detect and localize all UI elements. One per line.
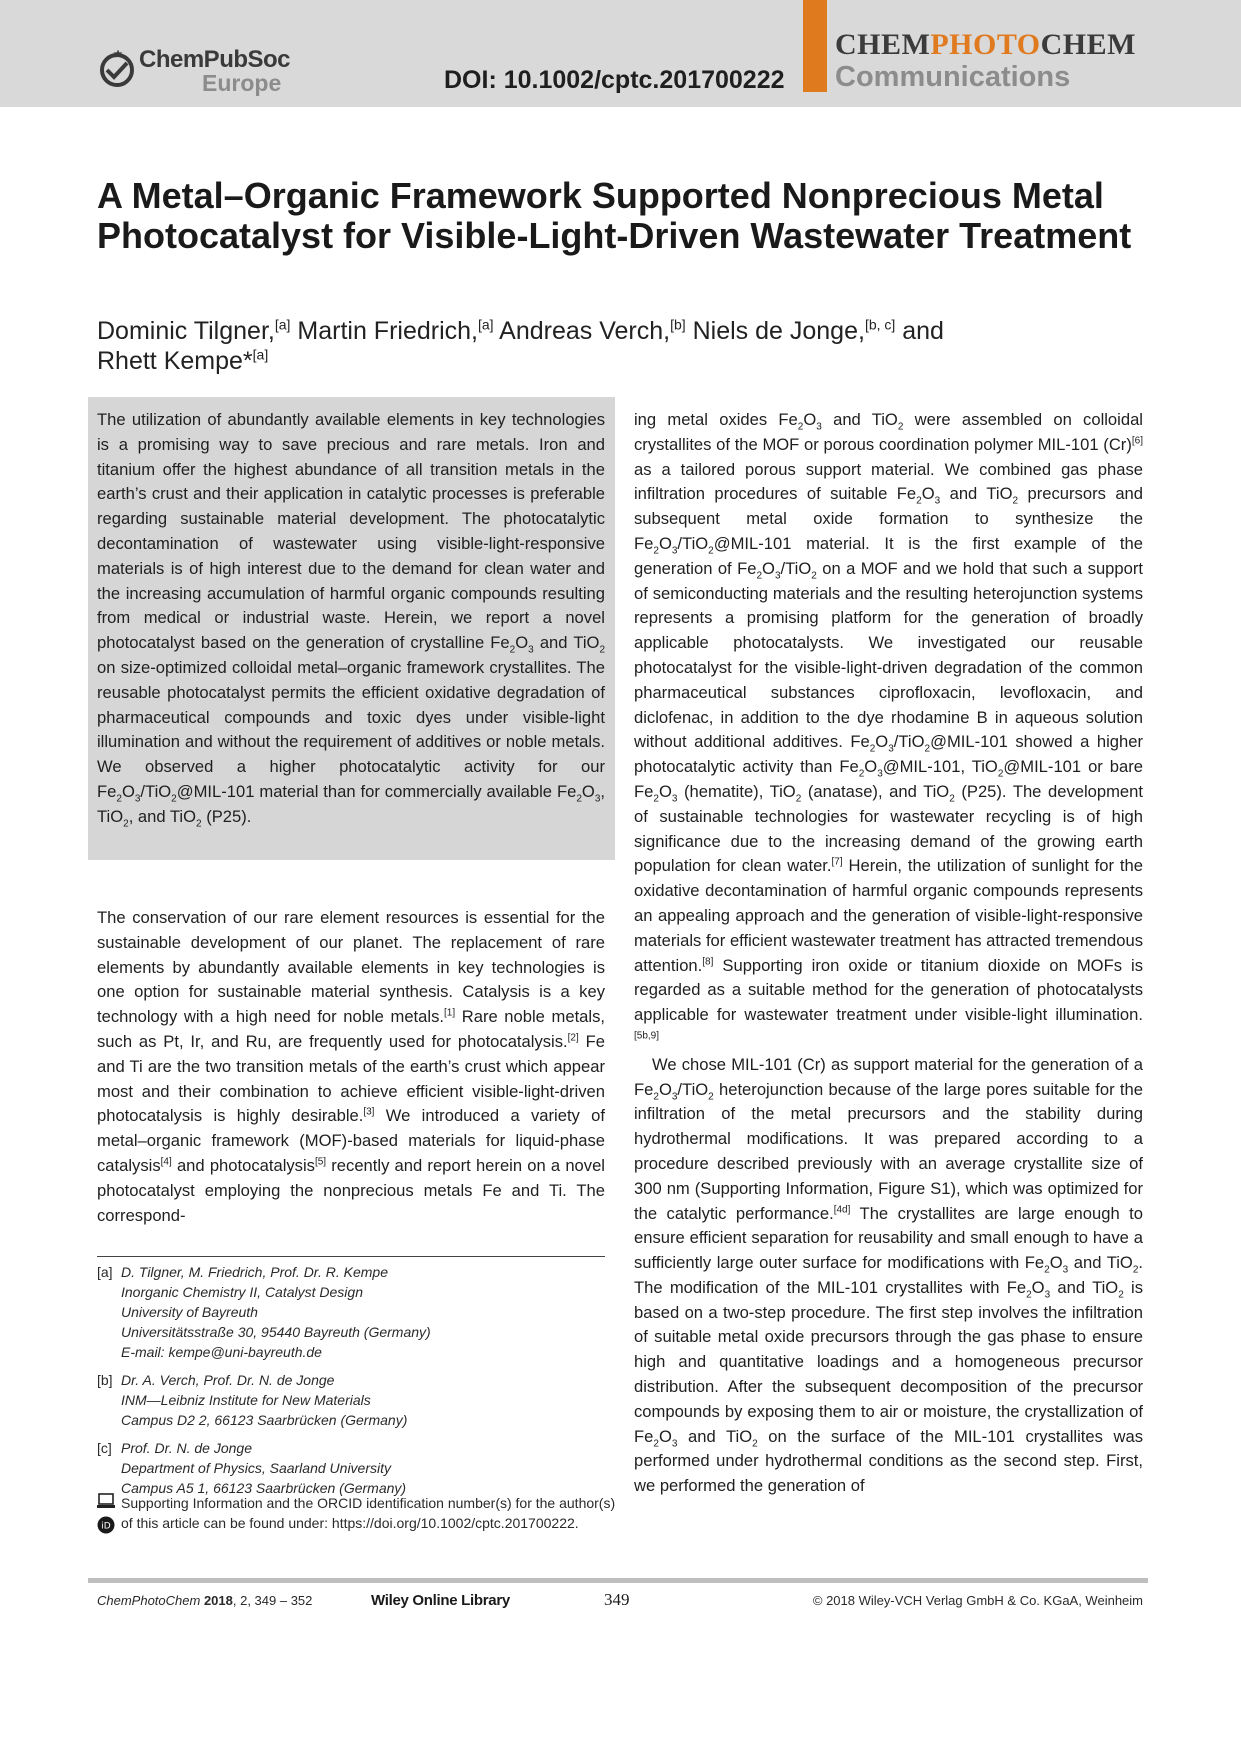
affiliation-b: [97, 1370, 617, 1430]
author[interactable]: Rhett Kempe*[a]: [97, 346, 269, 375]
accent-bar: [803, 0, 827, 92]
affiliation-line: D. Tilgner, M. Friedrich, Prof. Dr. R. Kempe: [121, 1264, 388, 1280]
author[interactable]: Dominic Tilgner,[a]: [97, 316, 291, 345]
citation-line: [97, 1593, 312, 1608]
author[interactable]: Niels de Jonge,[b, c]: [692, 316, 896, 345]
journal-name-part: CHEM: [835, 28, 931, 61]
citation[interactable]: [4d]: [833, 1203, 851, 1215]
citation[interactable]: [5b,9]: [634, 1030, 660, 1042]
footer-rule: [88, 1578, 1148, 1583]
citation[interactable]: [2]: [567, 1032, 579, 1044]
affiliations: [97, 1262, 617, 1506]
logo-region: Europe: [202, 70, 282, 96]
author[interactable]: Martin Friedrich,[a]: [297, 316, 494, 345]
journal-name-part: CHEM: [1040, 28, 1136, 61]
supporting-info-text[interactable]: Supporting Information and the ORCID identification number(s) for the author(s) of this article can be found under: https://doi.org/10.1002/cptc.201700222.: [121, 1495, 616, 1531]
affiliation-line: Department of Physics, Saarland University: [121, 1460, 391, 1476]
footnote-rule: [97, 1256, 605, 1257]
affiliation-line: Inorganic Chemistry II, Catalyst Design: [121, 1284, 363, 1300]
body-paragraph: The conservation of our rare element resources is essential for the sustainable development of our planet. The replacement of rare elements by abundantly available elements in key technologies is one option for sustainable material synthesis. Catalysis is a key technology with a high need for noble metals.[1] Rare noble metals, such as Pt, Ir, and Ru, are frequently used for photocatalysis.[2] Fe and Ti are the two transition metals of the earth’s crust which appear most and their combination to achieve efficient visible-light-driven photocatalysis is highly desirable.[3] We introduced a variety of metal–organic framework (MOF)-based materials for liquid-phase catalysis[4] and photocatalysis[5] recently and report herein on a novel photocatalyst employing the nonprecious metals Fe and Ti. The correspond-: [97, 908, 605, 1225]
author-list: [97, 316, 1097, 376]
citation[interactable]: [1]: [444, 1007, 456, 1019]
journal-name-accent: PHOTO: [930, 28, 1041, 61]
footer-year: 2018: [203, 1593, 233, 1608]
affiliation-line: University of Bayreuth: [121, 1304, 258, 1320]
article-section: Communications: [835, 61, 1071, 93]
body-paragraph: ing metal oxides $Fe_2O_3$ and TiO$_2$ were assembled on colloidal crystallites of the MOF or porous coordination polymer MIL-101 (Cr)[6] as a tailored porous support material. We combined gas phase infiltration procedures of suitable $Fe_2O_3$ and TiO$_2$ precursors and subsequent metal oxide formation to synthesize the $Fe_2O_3/TiO_2@MIL-101$ material. It is the first example of the generation of $Fe_2O_3/TiO_2$ on a MOF and we hold that such a support of semiconducting materials and the resulting heterojunction systems represents a promising platform for the generation of broadly applicable photocatalysts. We investigated our reusable photocatalyst for the visible-light-driven degradation of the common pharmaceutical substances ciprofloxacin, levofloxacin, and diclofenac, in addition to the dye rhodamine B in aqueous solution without additional additives. $Fe_2O_3/TiO_2@MIL-101$ showed a higher photocatalytic activity than $Fe_2O_3@MIL-101$, TiO$_2$@MIL-101 or bare $Fe_2O_3$ (hematite), TiO$_2$ (anatase), and TiO$_2$ (P25). The development of sustainable technologies for wastewater recycling is of high significance due to the increasing demand of the growing earth population for clean water.[7] Herein, the utilization of sunlight for the oxidative decontamination of harmful organic compounds represents an appealing approach and the generation of visible-light-responsive materials for efficient wastewater treatment has attracted tremendous attention.[8] Supporting iron oxide or titanium dioxide on MOFs is regarded as a suitable method for the generation of photocatalysts applicable for wastewater treatment under visible-light illumination.[5b,9]: [634, 410, 1144, 1042]
abstract-text: The utilization of abundantly available elements in key technologies is a promising way to save precious and rare metals. Iron and titanium offer the highest abundance of all transition metals in the earth’s crust and their application in catalytic processes is preferable regarding sustainable material development. The photocatalytic decontamination of wastewater using visible-light-responsive materials is of high interest due to the demand for clean water and the increasing accumulation of harmful organic compounds resulting from medical or industrial waste. Herein, we report a novel photocatalyst based on the generation of crystalline $Fe_2O_3$ and TiO$_2$ on size-optimized colloidal metal–organic framework crystallites. The reusable photocatalyst permits the efficient oxidative degradation of pharmaceutical compounds and toxic dyes under visible-light illumination and without the requirement of additives or noble metals. We observed a higher photocatalytic activity for our $Fe_2O_3/TiO_2@MIL-101$ material than for commercially available $Fe_2O_3$, TiO$_2$, and TiO$_2$ (P25).: [97, 410, 606, 830]
chempubsoc-star-icon: [97, 50, 137, 90]
right-column: [634, 408, 1143, 1499]
copyright: © 2018 Wiley-VCH Verlag GmbH & Co. KGaA, Weinheim: [812, 1593, 1143, 1608]
citation[interactable]: [7]: [831, 856, 843, 868]
supporting-info-note: [97, 1493, 617, 1533]
affiliation-tag: [b]: [97, 1372, 113, 1388]
affiliation-line: Prof. Dr. N. de Jonge: [121, 1440, 252, 1456]
citation[interactable]: [3]: [363, 1106, 375, 1118]
si-icon-group: [97, 1493, 117, 1539]
orcid-icon[interactable]: [97, 1516, 115, 1534]
footer-journal: ChemPhotoChem: [97, 1593, 201, 1608]
affiliation-c: [97, 1438, 617, 1498]
footer-volume-pages: , 2, 349 – 352: [232, 1593, 313, 1608]
doi-link[interactable]: DOI: 10.1002/cptc.201700222: [444, 66, 785, 94]
author[interactable]: Andreas Verch,[b]: [499, 316, 686, 345]
affiliation-tag: [c]: [97, 1440, 112, 1456]
affiliation-line: Campus A5 1, 66123 Saarbrücken (Germany): [121, 1480, 407, 1496]
citation[interactable]: [5]: [314, 1156, 327, 1168]
page-number: 349: [604, 1590, 630, 1609]
publisher-logo[interactable]: [97, 44, 297, 100]
wiley-online-library-link[interactable]: Wiley Online Library: [371, 1592, 510, 1609]
body-paragraph: We chose MIL-101 (Cr) as support material for the generation of a $Fe_2O_3/TiO_2$ heterojunction because of the large pores suitable for the infiltration of the metal precursors and the stability during hydrothermal modifications. It was prepared according to a procedure described previously with an average crystallite size of 300 nm (Supporting Information, Figure S1), which was optimized for the catalytic performance.[4d] The crystallites are large enough to ensure efficient separation for reusability and small enough to have a sufficiently large outer surface for modifications with $Fe_2O_3$ and TiO$_2$. The modification of the MIL-101 crystallites with $Fe_2O_3$ and TiO$_2$ is based on a two-step procedure. The first step involves the infiltration of suitable metal oxide precursors through the gas phase to ensure high and quantitative loadings and a homogeneous precursor distribution. After the subsequent decomposition of the precursor compounds by exposing them to air or moisture, the crystallization of $Fe_2O_3$ and TiO$_2$ on the surface of the MIL-101 crystallites was performed under hydrothermal conditions as the second step. First, we performed the generation of: [634, 1054, 1144, 1496]
citation[interactable]: [6]: [1131, 435, 1143, 447]
affiliation-tag: [a]: [97, 1264, 113, 1280]
affiliation-line: INM—Leibniz Institute for New Materials: [121, 1392, 371, 1408]
affiliation-line: Universitätsstraße 30, 95440 Bayreuth (Germany): [121, 1324, 431, 1340]
journal-name: [835, 28, 1136, 62]
article-title: A Metal–Organic Framework Supported Nonprecious Metal Photocatalyst for Visible-Light-Driven Wastewater Treatment: [97, 175, 1132, 256]
logo-name: ChemPubSoc: [139, 46, 291, 73]
email-link[interactable]: E-mail: kempe@uni-bayreuth.de: [121, 1344, 322, 1360]
affiliation-a: [97, 1262, 617, 1362]
affiliation-line: Campus D2 2, 66123 Saarbrücken (Germany): [121, 1412, 408, 1428]
svg-text:iD: iD: [101, 1521, 111, 1532]
author-conjunction: and: [902, 317, 944, 345]
computer-icon: [97, 1493, 115, 1509]
affiliation-line: Dr. A. Verch, Prof. Dr. N. de Jonge: [121, 1372, 335, 1388]
citation[interactable]: [4]: [160, 1156, 172, 1168]
citation[interactable]: [8]: [702, 956, 714, 967]
